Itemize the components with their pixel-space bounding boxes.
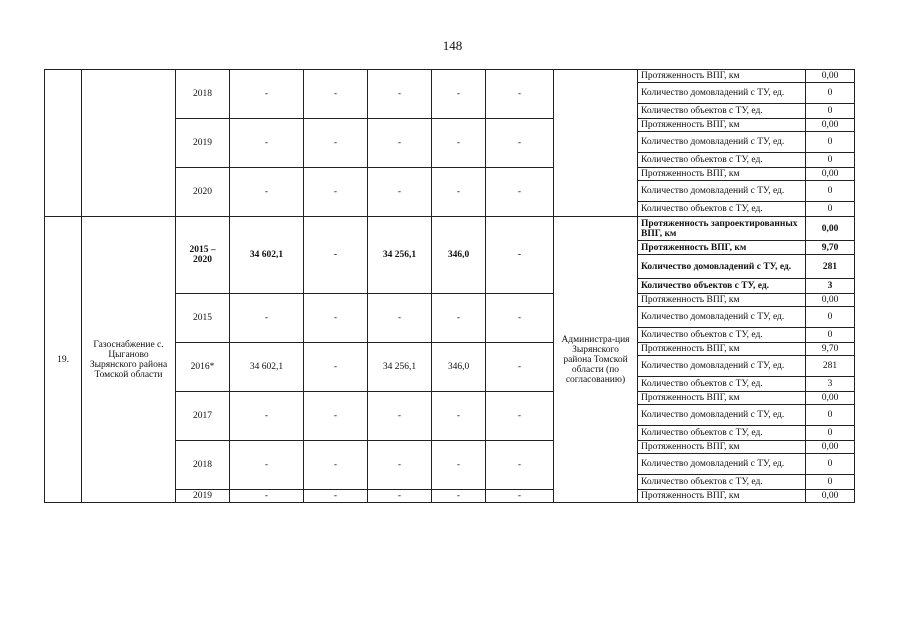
indicator-value: 0 [806,307,855,328]
indicator-label: Количество домовладений с ТУ, ед. [638,255,806,279]
amount-c4: 346,0 [432,217,486,294]
indicator-value: 0 [806,104,855,119]
executor-cell: Администра-ция Зырянского района Томской области (по согласованию) [554,217,638,503]
indicator-value: 281 [806,255,855,279]
amount-c2: - [304,70,368,119]
indicator-label: Количество объектов с ТУ, ед. [638,104,806,119]
amount-c1: 34 602,1 [230,217,304,294]
indicator-value: 9,70 [806,343,855,356]
year-cell: 2015 [176,294,230,343]
indicator-label: Протяженность запроектированных ВПГ, км [638,217,806,241]
amount-c5: - [486,490,554,503]
amount-c3: - [368,70,432,119]
indicator-label: Количество объектов с ТУ, ед. [638,328,806,343]
amount-c4: - [432,490,486,503]
amount-c4: - [432,294,486,343]
amount-c2: - [304,217,368,294]
indicator-value: 0,00 [806,217,855,241]
indicator-value: 0 [806,202,855,217]
indicator-value: 0,00 [806,392,855,405]
amount-c4: - [432,168,486,217]
amount-c2: - [304,392,368,441]
amount-c5: - [486,441,554,490]
table-row [45,70,855,83]
indicator-label: Протяженность ВПГ, км [638,343,806,356]
amount-c1: 34 602,1 [230,343,304,392]
table-body [45,70,855,503]
indicator-label: Количество объектов с ТУ, ед. [638,475,806,490]
amount-c1: - [230,490,304,503]
indicator-label: Протяженность ВПГ, км [638,119,806,132]
indicator-label: Количество объектов с ТУ, ед. [638,202,806,217]
amount-c3: 34 256,1 [368,217,432,294]
indicator-value: 281 [806,356,855,377]
indicator-label: Протяженность ВПГ, км [638,392,806,405]
amount-c2: - [304,490,368,503]
amount-c3: - [368,441,432,490]
year-cell: 2015 – 2020 [176,217,230,294]
indicator-value: 0 [806,181,855,202]
amount-c3: - [368,392,432,441]
year-cell: 2018 [176,70,230,119]
amount-c3: 34 256,1 [368,343,432,392]
amount-c5: - [486,392,554,441]
indicator-label: Количество домовладений с ТУ, ед. [638,307,806,328]
amount-c2: - [304,441,368,490]
amount-c1: - [230,392,304,441]
amount-c1: - [230,294,304,343]
indicator-value: 0,00 [806,441,855,454]
indicator-value: 3 [806,279,855,294]
indicator-label: Количество объектов с ТУ, ед. [638,153,806,168]
amount-c3: - [368,490,432,503]
indicator-label: Количество домовладений с ТУ, ед. [638,83,806,104]
year-cell: 2018 [176,441,230,490]
indicator-value: 0,00 [806,119,855,132]
object-name: Газоснабжение с. Цыганово Зырянского района Томской области [82,217,176,503]
amount-c2: - [304,168,368,217]
amount-c1: - [230,168,304,217]
amount-c4: - [432,441,486,490]
indicator-label: Протяженность ВПГ, км [638,441,806,454]
amount-c4: - [432,392,486,441]
indicator-label: Количество домовладений с ТУ, ед. [638,356,806,377]
amount-c3: - [368,119,432,168]
indicator-label: Количество домовладений с ТУ, ед. [638,405,806,426]
indicator-value: 9,70 [806,241,855,255]
indicator-value: 0 [806,475,855,490]
indicator-label: Протяженность ВПГ, км [638,294,806,307]
amount-c4: - [432,119,486,168]
indicator-value: 0,00 [806,294,855,307]
amount-c1: - [230,70,304,119]
amount-c1: - [230,119,304,168]
row-number: 19. [45,217,82,503]
indicator-label: Количество объектов с ТУ, ед. [638,426,806,441]
indicator-value: 0 [806,426,855,441]
indicator-value: 0 [806,328,855,343]
indicator-value: 3 [806,377,855,392]
indicator-label: Протяженность ВПГ, км [638,168,806,181]
indicator-value: 0 [806,83,855,104]
amount-c2: - [304,294,368,343]
indicator-value: 0 [806,454,855,475]
indicator-value: 0,00 [806,490,855,503]
amount-c5: - [486,343,554,392]
amount-c1: - [230,441,304,490]
year-cell: 2016* [176,343,230,392]
indicator-value: 0,00 [806,70,855,83]
amount-c2: - [304,343,368,392]
indicator-label: Количество объектов с ТУ, ед. [638,279,806,294]
indicator-label: Протяженность ВПГ, км [638,70,806,83]
amount-c2: - [304,119,368,168]
indicator-value: 0 [806,405,855,426]
year-cell: 2020 [176,168,230,217]
row-number [45,70,82,217]
indicator-label: Протяженность ВПГ, км [638,490,806,503]
indicator-label: Количество домовладений с ТУ, ед. [638,132,806,153]
indicator-value: 0 [806,132,855,153]
indicator-label: Количество домовладений с ТУ, ед. [638,454,806,475]
indicator-label: Количество домовладений с ТУ, ед. [638,181,806,202]
indicator-label: Протяженность ВПГ, км [638,241,806,255]
year-cell: 2019 [176,490,230,503]
executor-cell [554,70,638,217]
page-number: 148 [442,38,463,53]
amount-c5: - [486,217,554,294]
indicator-value: 0 [806,153,855,168]
indicator-value: 0,00 [806,168,855,181]
indicator-label: Количество объектов с ТУ, ед. [638,377,806,392]
amount-c3: - [368,168,432,217]
amount-c4: 346,0 [432,343,486,392]
amount-c5: - [486,168,554,217]
amount-c4: - [432,70,486,119]
amount-c3: - [368,294,432,343]
year-cell: 2017 [176,392,230,441]
year-cell: 2019 [176,119,230,168]
amount-c5: - [486,294,554,343]
table-row [45,217,855,241]
amount-c5: - [486,119,554,168]
program-table [44,69,855,503]
object-name [82,70,176,217]
amount-c5: - [486,70,554,119]
